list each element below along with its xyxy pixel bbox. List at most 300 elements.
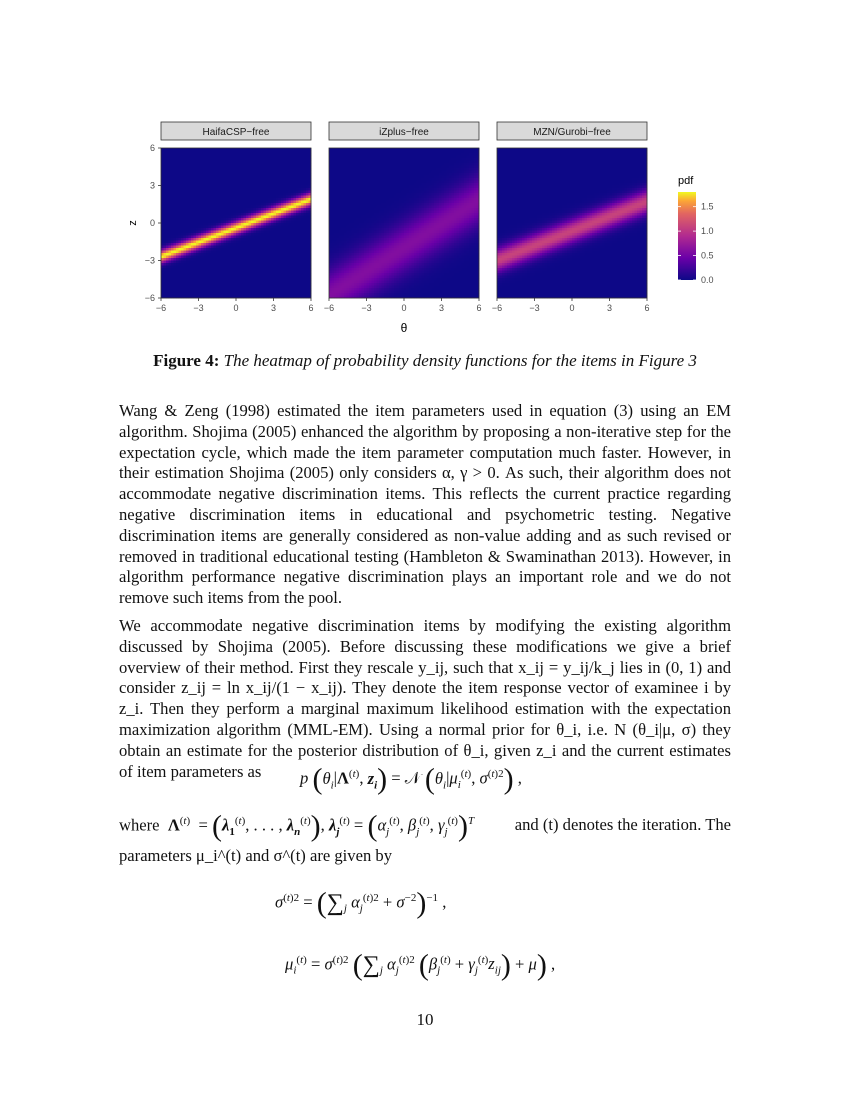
heat-cell: [264, 263, 267, 266]
heat-cell: [362, 166, 365, 169]
heat-cell: [382, 211, 385, 214]
heat-cell: [246, 158, 249, 161]
heat-cell: [301, 211, 304, 214]
heat-cell: [179, 206, 182, 209]
heat-cell: [364, 271, 367, 274]
heat-cell: [234, 243, 237, 246]
heat-cell: [374, 273, 377, 276]
heat-cell: [201, 281, 204, 284]
heat-cell: [354, 148, 357, 151]
heat-cell: [339, 183, 342, 186]
heat-cell: [329, 151, 332, 154]
heat-cell: [301, 158, 304, 161]
heat-cell: [354, 188, 357, 191]
heat-cell: [176, 151, 179, 154]
heat-cell: [349, 233, 352, 236]
heat-cell: [239, 211, 242, 214]
heat-cell: [191, 251, 194, 254]
heat-cell: [194, 271, 197, 274]
heat-cell: [174, 266, 177, 269]
heat-cell: [301, 223, 304, 226]
heat-cell: [176, 213, 179, 216]
heat-cell: [357, 201, 360, 204]
heat-cell: [384, 266, 387, 269]
heat-cell: [352, 208, 355, 211]
heat-cell: [264, 288, 267, 291]
heat-cell: [357, 168, 360, 171]
heat-cell: [231, 273, 234, 276]
heat-cell: [337, 263, 340, 266]
heat-cell: [276, 183, 279, 186]
heat-cell: [359, 166, 362, 169]
heat-cell: [181, 211, 184, 214]
heat-cell: [344, 256, 347, 259]
heat-cell: [352, 216, 355, 219]
heat-cell: [189, 241, 192, 244]
heat-cell: [194, 173, 197, 176]
heat-cell: [279, 218, 282, 221]
heat-cell: [379, 233, 382, 236]
heat-cell: [342, 163, 345, 166]
heat-cell: [206, 258, 209, 261]
heat-cell: [221, 193, 224, 196]
heat-cell: [206, 271, 209, 274]
heat-cell: [274, 226, 277, 229]
heat-cell: [299, 186, 302, 189]
heat-cell: [174, 251, 177, 254]
heat-cell: [236, 163, 239, 166]
heat-cell: [329, 291, 332, 294]
heat-cell: [184, 283, 187, 286]
heat-cell: [249, 163, 252, 166]
heat-cell: [211, 153, 214, 156]
heat-cell: [332, 203, 335, 206]
heat-cell: [362, 163, 365, 166]
heat-cell: [181, 151, 184, 154]
heat-cell: [204, 161, 207, 164]
heat-cell: [291, 231, 294, 234]
heat-cell: [254, 236, 257, 239]
heat-cell: [266, 281, 269, 284]
heat-cell: [184, 246, 187, 249]
heat-cell: [264, 281, 267, 284]
heat-cell: [209, 201, 212, 204]
heat-cell: [169, 228, 172, 231]
heat-cell: [201, 223, 204, 226]
heat-cell: [281, 228, 284, 231]
heat-cell: [181, 181, 184, 184]
heat-cell: [362, 148, 365, 151]
heat-cell: [256, 216, 259, 219]
heat-cell: [362, 171, 365, 174]
heat-cell: [196, 201, 199, 204]
heat-cell: [189, 228, 192, 231]
heat-cell: [339, 218, 342, 221]
heat-cell: [186, 231, 189, 234]
heat-cell: [169, 198, 172, 201]
heat-cell: [166, 178, 169, 181]
heat-cell: [286, 276, 289, 279]
heat-cell: [347, 151, 350, 154]
heat-cell: [199, 213, 202, 216]
heat-cell: [374, 173, 377, 176]
heat-cell: [221, 191, 224, 194]
heat-cell: [221, 206, 224, 209]
heat-cell: [374, 186, 377, 189]
heat-cell: [229, 268, 232, 271]
heat-cell: [374, 188, 377, 191]
heat-cell: [184, 156, 187, 159]
heat-cell: [291, 191, 294, 194]
heat-cell: [214, 203, 217, 206]
heat-cell: [161, 281, 164, 284]
heat-cell: [382, 193, 385, 196]
heat-cell: [214, 283, 217, 286]
heat-cell: [306, 198, 309, 201]
heat-cell: [249, 203, 252, 206]
heat-cell: [246, 261, 249, 264]
heat-cell: [357, 156, 360, 159]
heat-cell: [251, 216, 254, 219]
heat-cell: [234, 163, 237, 166]
heat-cell: [226, 211, 229, 214]
heat-cell: [204, 261, 207, 264]
heat-cell: [294, 271, 297, 274]
heat-cell: [206, 151, 209, 154]
heat-cell: [364, 183, 367, 186]
heat-cell: [266, 206, 269, 209]
heat-cell: [209, 196, 212, 199]
heat-cell: [169, 216, 172, 219]
heat-cell: [384, 176, 387, 179]
heat-cell: [299, 208, 302, 211]
heat-cell: [194, 231, 197, 234]
heat-cell: [291, 258, 294, 261]
heat-cell: [344, 276, 347, 279]
heat-cell: [234, 271, 237, 274]
heat-cell: [206, 206, 209, 209]
heat-cell: [214, 236, 217, 239]
heat-cell: [377, 168, 380, 171]
heat-cell: [369, 183, 372, 186]
heat-cell: [269, 276, 272, 279]
heat-cell: [379, 156, 382, 159]
heat-cell: [199, 258, 202, 261]
heat-cell: [189, 286, 192, 289]
heat-cell: [291, 203, 294, 206]
heat-cell: [362, 268, 365, 271]
heat-cell: [246, 188, 249, 191]
heat-cell: [337, 278, 340, 281]
heat-cell: [342, 246, 345, 249]
heat-cell: [367, 168, 370, 171]
heat-cell: [181, 163, 184, 166]
heat-cell: [281, 288, 284, 291]
heat-cell: [231, 176, 234, 179]
heat-cell: [367, 291, 370, 294]
heat-cell: [251, 291, 254, 294]
heat-cell: [206, 163, 209, 166]
heat-cell: [284, 186, 287, 189]
heat-cell: [169, 196, 172, 199]
heat-cell: [216, 253, 219, 256]
heat-cell: [174, 236, 177, 239]
heat-cell: [206, 248, 209, 251]
heat-cell: [342, 288, 345, 291]
heat-cell: [347, 268, 350, 271]
heat-cell: [372, 278, 375, 281]
heat-cell: [181, 273, 184, 276]
heat-cell: [369, 266, 372, 269]
heat-cell: [184, 241, 187, 244]
heat-cell: [179, 223, 182, 226]
heat-cell: [379, 208, 382, 211]
heat-cell: [294, 153, 297, 156]
heat-cell: [181, 278, 184, 281]
heat-cell: [206, 293, 209, 296]
heat-cell: [284, 273, 287, 276]
heat-cell: [231, 271, 234, 274]
heat-cell: [284, 283, 287, 286]
heat-cell: [372, 256, 375, 259]
heat-cell: [274, 223, 277, 226]
heat-cell: [176, 163, 179, 166]
heat-cell: [339, 206, 342, 209]
heat-cell: [359, 253, 362, 256]
heat-cell: [379, 248, 382, 251]
heat-cell: [344, 221, 347, 224]
heat-cell: [286, 173, 289, 176]
heat-cell: [281, 213, 284, 216]
heat-cell: [216, 288, 219, 291]
heat-cell: [196, 273, 199, 276]
heat-cell: [239, 268, 242, 271]
heat-cell: [369, 243, 372, 246]
heat-cell: [254, 218, 257, 221]
heat-cell: [229, 166, 232, 169]
heat-cell: [362, 286, 365, 289]
heat-cell: [274, 241, 277, 244]
heat-cell: [357, 248, 360, 251]
heat-cell: [224, 203, 227, 206]
heat-cell: [171, 223, 174, 226]
heat-cell: [206, 186, 209, 189]
heat-cell: [176, 293, 179, 296]
heat-cell: [334, 256, 337, 259]
heat-cell: [279, 191, 282, 194]
heat-cell: [299, 148, 302, 151]
heat-cell: [219, 198, 222, 201]
heat-cell: [349, 201, 352, 204]
heat-cell: [211, 256, 214, 259]
heat-cell: [166, 161, 169, 164]
heat-cell: [221, 278, 224, 281]
heat-cell: [189, 293, 192, 296]
heat-cell: [174, 238, 177, 241]
heat-cell: [229, 223, 232, 226]
heat-cell: [382, 166, 385, 169]
heat-cell: [367, 223, 370, 226]
heat-cell: [264, 241, 267, 244]
heat-cell: [304, 151, 307, 154]
heat-cell: [186, 293, 189, 296]
heat-cell: [204, 201, 207, 204]
heat-cell: [364, 148, 367, 151]
heat-cell: [372, 276, 375, 279]
heat-cell: [201, 251, 204, 254]
heat-cell: [221, 181, 224, 184]
heat-cell: [244, 263, 247, 266]
heat-cell: [354, 203, 357, 206]
heat-cell: [342, 223, 345, 226]
heat-cell: [339, 293, 342, 296]
heat-cell: [246, 233, 249, 236]
heat-cell: [189, 183, 192, 186]
heat-cell: [301, 243, 304, 246]
heat-cell: [304, 221, 307, 224]
heat-cell: [201, 226, 204, 229]
heat-cell: [281, 223, 284, 226]
heat-cell: [372, 273, 375, 276]
heat-cell: [214, 261, 217, 264]
heat-cell: [249, 266, 252, 269]
heat-cell: [349, 193, 352, 196]
heat-cell: [354, 186, 357, 189]
heat-cell: [251, 231, 254, 234]
heat-cell: [174, 153, 177, 156]
heat-cell: [184, 233, 187, 236]
heat-cell: [364, 176, 367, 179]
heat-cell: [354, 191, 357, 194]
heat-cell: [337, 191, 340, 194]
heat-cell: [334, 261, 337, 264]
heat-cell: [281, 191, 284, 194]
heat-cell: [186, 193, 189, 196]
heat-cell: [189, 258, 192, 261]
heat-cell: [354, 161, 357, 164]
heat-cell: [171, 171, 174, 174]
heat-cell: [337, 163, 340, 166]
heat-cell: [181, 221, 184, 224]
heat-cell: [291, 241, 294, 244]
heat-cell: [181, 176, 184, 179]
heat-cell: [362, 221, 365, 224]
heat-cell: [196, 176, 199, 179]
heat-cell: [161, 283, 164, 286]
heat-cell: [284, 176, 287, 179]
heat-cell: [261, 213, 264, 216]
heat-cell: [201, 263, 204, 266]
heat-cell: [382, 198, 385, 201]
heat-cell: [221, 203, 224, 206]
heat-cell: [171, 166, 174, 169]
heat-cell: [362, 248, 365, 251]
heat-cell: [164, 221, 167, 224]
heat-cell: [246, 226, 249, 229]
heat-cell: [301, 256, 304, 259]
heat-cell: [226, 191, 229, 194]
heat-cell: [224, 158, 227, 161]
heat-cell: [279, 263, 282, 266]
heat-cell: [224, 286, 227, 289]
heat-cell: [249, 256, 252, 259]
heat-cell: [249, 231, 252, 234]
heat-cell: [372, 283, 375, 286]
heat-cell: [276, 286, 279, 289]
heat-cell: [169, 241, 172, 244]
heat-cell: [306, 293, 309, 296]
heat-cell: [274, 156, 277, 159]
heat-cell: [362, 263, 365, 266]
heat-cell: [301, 258, 304, 261]
heat-cell: [169, 258, 172, 261]
heat-cell: [169, 243, 172, 246]
heat-cell: [174, 286, 177, 289]
heat-cell: [284, 183, 287, 186]
heat-cell: [367, 213, 370, 216]
heat-cell: [251, 276, 254, 279]
heat-cell: [194, 253, 197, 256]
heat-cell: [259, 288, 262, 291]
heat-cell: [306, 153, 309, 156]
heat-cell: [164, 271, 167, 274]
heat-cell: [166, 226, 169, 229]
heat-cell: [329, 216, 332, 219]
heat-cell: [294, 258, 297, 261]
heat-cell: [176, 233, 179, 236]
heat-cell: [261, 178, 264, 181]
heat-cell: [271, 258, 274, 261]
heat-cell: [377, 183, 380, 186]
heat-cell: [164, 281, 167, 284]
heat-cell: [256, 158, 259, 161]
heat-cell: [216, 228, 219, 231]
heat-cell: [196, 171, 199, 174]
heat-cell: [286, 261, 289, 264]
heat-cell: [357, 258, 360, 261]
heat-cell: [274, 196, 277, 199]
heat-cell: [199, 231, 202, 234]
heat-cell: [339, 281, 342, 284]
heat-cell: [216, 243, 219, 246]
heat-cell: [299, 286, 302, 289]
heat-cell: [301, 201, 304, 204]
heat-cell: [196, 158, 199, 161]
heat-cell: [377, 253, 380, 256]
heat-cell: [276, 211, 279, 214]
heat-cell: [214, 253, 217, 256]
heat-cell: [276, 293, 279, 296]
heat-cell: [296, 166, 299, 169]
heat-cell: [362, 266, 365, 269]
heat-cell: [284, 191, 287, 194]
heat-cell: [211, 286, 214, 289]
heat-cell: [279, 221, 282, 224]
heat-cell: [161, 178, 164, 181]
heat-cell: [289, 166, 292, 169]
heat-cell: [161, 211, 164, 214]
heat-cell: [342, 233, 345, 236]
heat-cell: [289, 168, 292, 171]
heat-cell: [347, 208, 350, 211]
heat-cell: [266, 238, 269, 241]
heat-cell: [286, 216, 289, 219]
heat-cell: [364, 291, 367, 294]
heat-cell: [189, 153, 192, 156]
heat-cell: [196, 223, 199, 226]
heat-cell: [306, 286, 309, 289]
heat-cell: [246, 151, 249, 154]
